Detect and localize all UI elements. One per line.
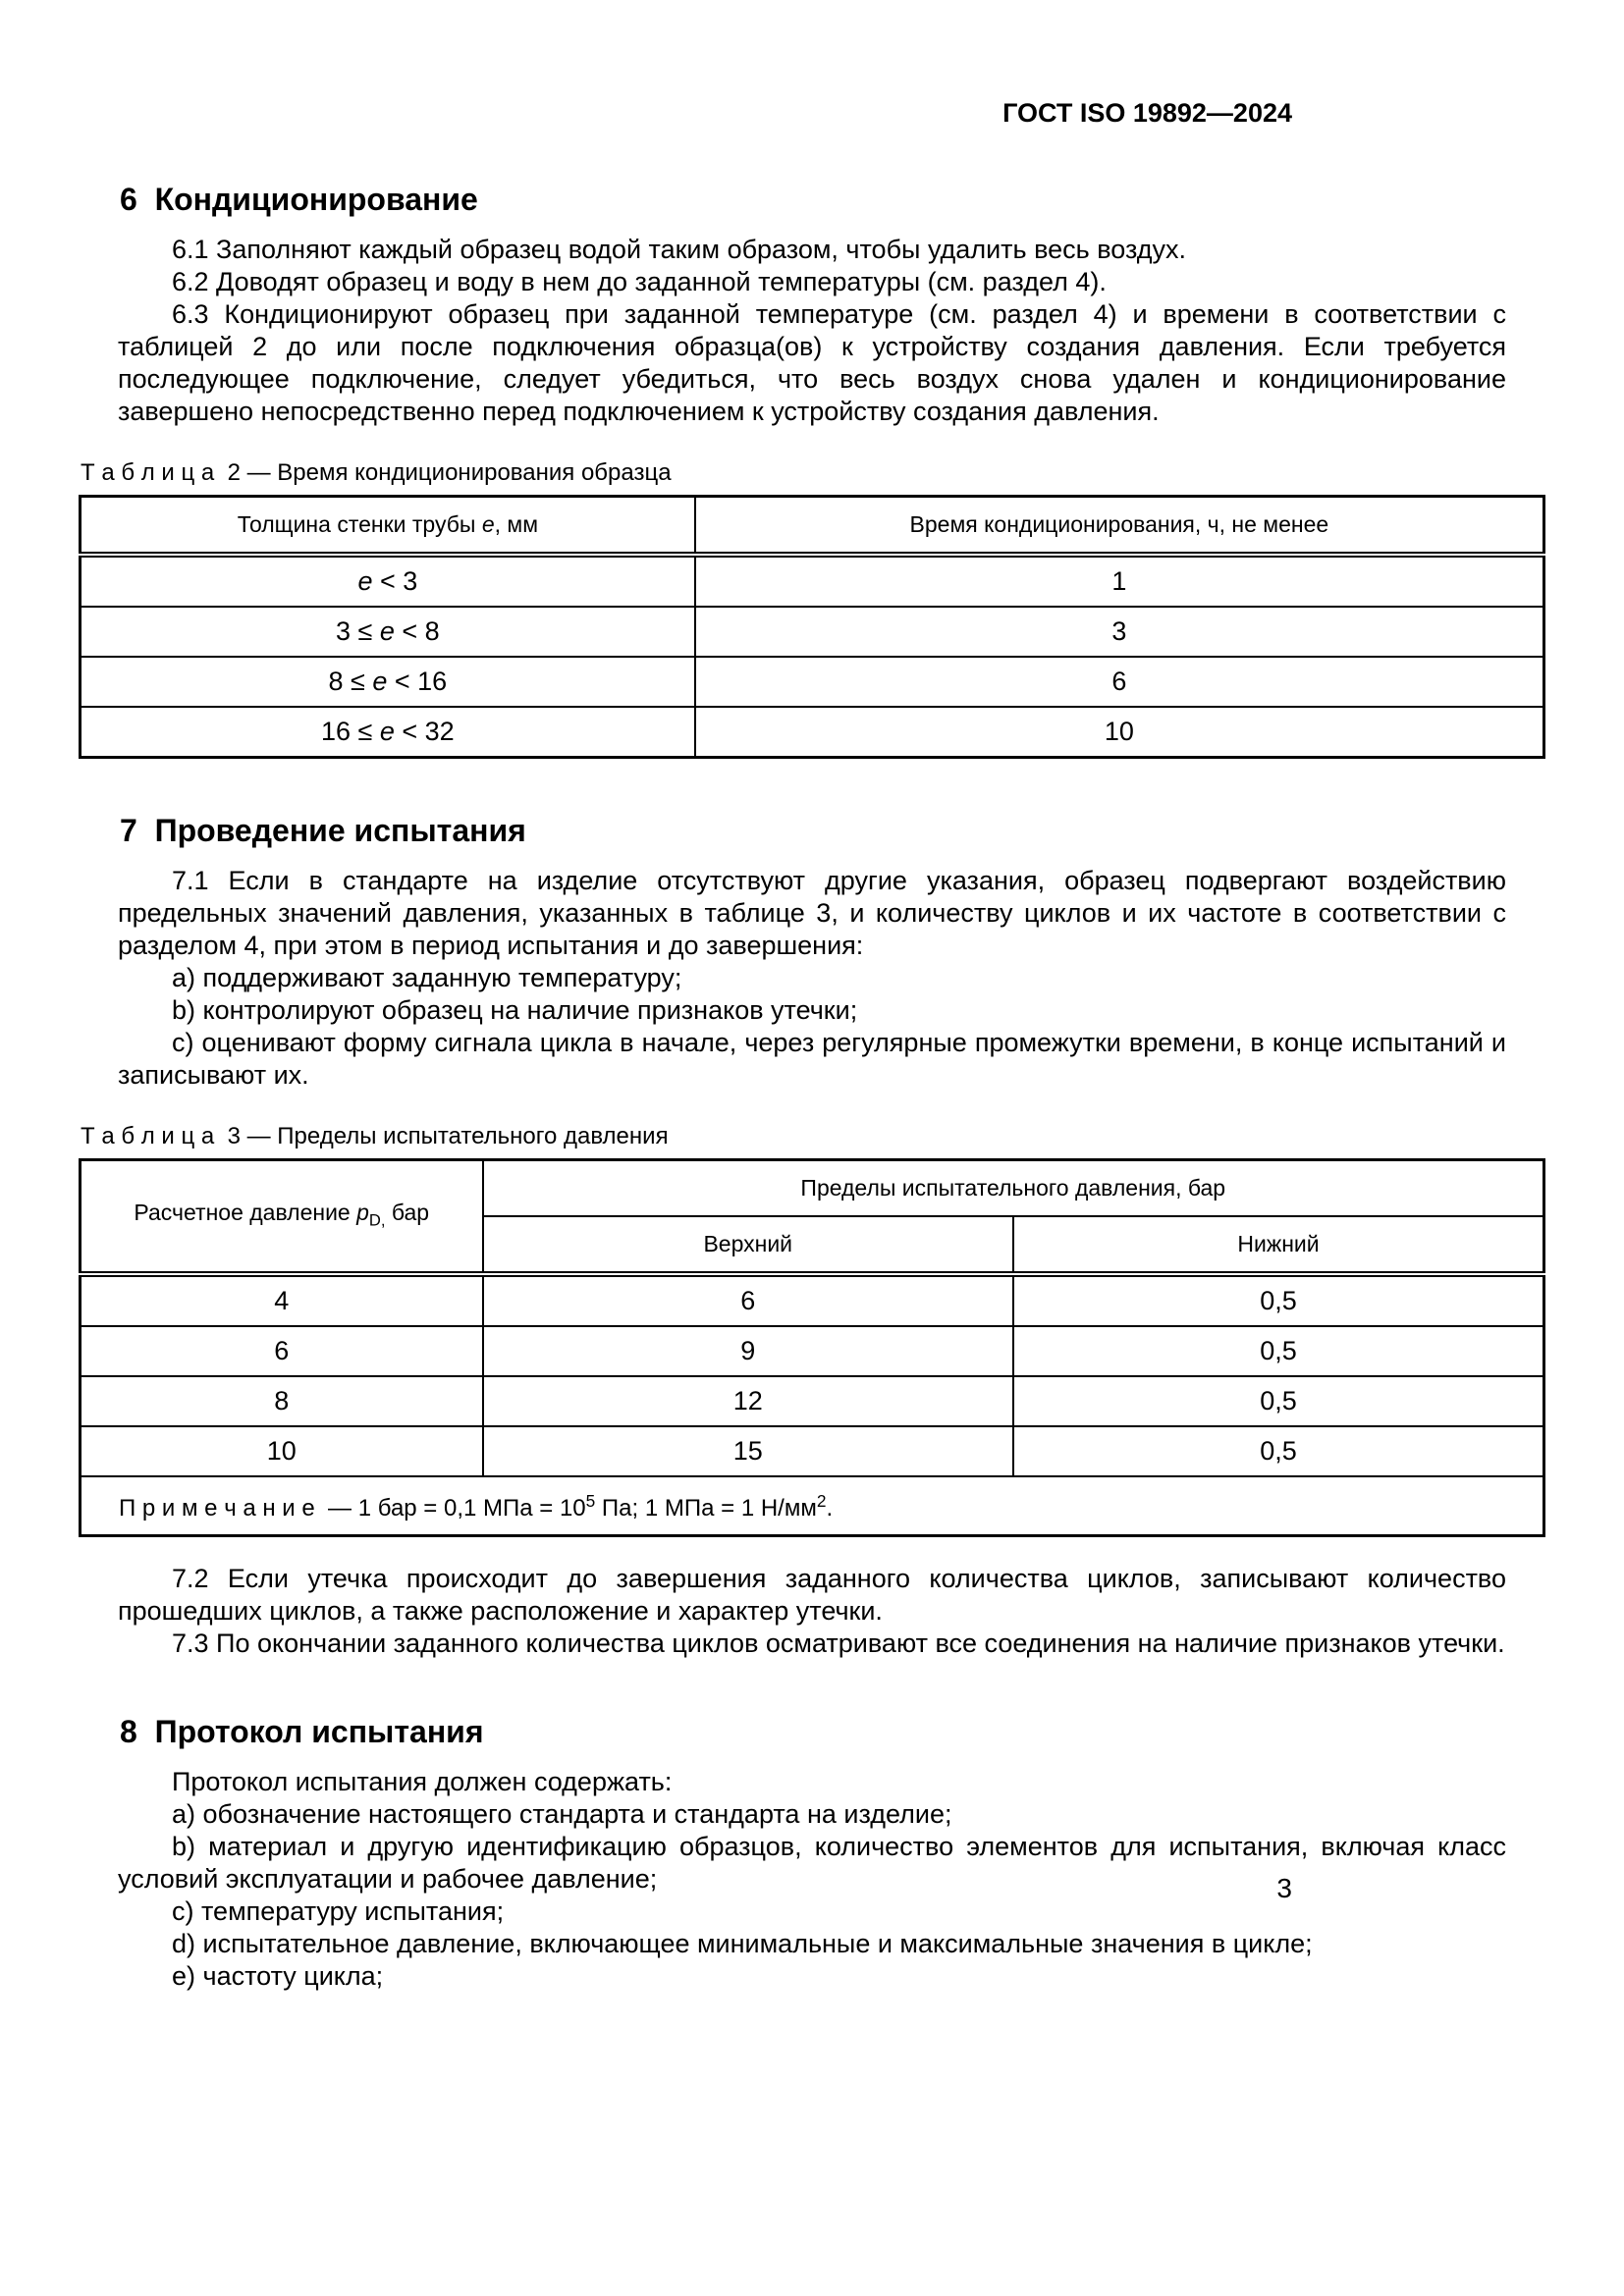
table-cell: 6 xyxy=(483,1274,1013,1326)
table-3-note-row xyxy=(81,1476,1544,1536)
table-row xyxy=(81,1326,1544,1376)
paragraph-6-3: 6.3 Кондиционируют образец при заданной температуре (см. раздел 4) и времени в соответствии с таблицей 2 до или после подключения образца(ов) к устройству создания давления. Если требуется последующее подключение, следует убедиться, что весь воздух снова удален и кондиционирование завершено непосредственно перед подключением к устройству создания давления. xyxy=(118,299,1506,426)
table-cell: 16 ≤ e < 32 xyxy=(81,707,695,758)
table-2 xyxy=(79,495,1545,759)
table-2-header-row xyxy=(81,497,1544,556)
table-row xyxy=(81,1376,1544,1426)
section-6-heading: 6 Кондиционирование xyxy=(120,182,478,217)
list-item-7-1-b: b) контролируют образец на наличие признаков утечки; xyxy=(172,995,858,1025)
table-2-col-header-conditioning-time: Время кондиционирования, ч, не менее xyxy=(695,497,1544,556)
table-cell: 4 xyxy=(81,1274,483,1326)
section-8 xyxy=(79,1714,1545,1993)
section-7-heading: 7 Проведение испытания xyxy=(120,813,526,848)
section-7 xyxy=(79,813,1545,1092)
table-3-caption: Т а б л и ц а 3 — Пределы испытательного давления xyxy=(81,1123,669,1149)
paragraph-6-1: 6.1 Заполняют каждый образец водой таким образом, чтобы удалить весь воздух. xyxy=(172,235,1187,264)
paragraph-8-intro: Протокол испытания должен содержать: xyxy=(172,1767,673,1796)
list-item-8-d: d) испытательное давление, включающее минимальные и максимальные значения в цикле; xyxy=(172,1929,1313,1958)
table-cell: 3 xyxy=(695,607,1544,657)
table-3-header-row-1 xyxy=(81,1160,1544,1217)
paragraph-6-2: 6.2 Доводят образец и воду в нем до заданной температуры (см. раздел 4). xyxy=(172,267,1107,296)
table-cell: 9 xyxy=(483,1326,1013,1376)
doc-code: ГОСТ ISO 19892—2024 xyxy=(1002,98,1292,128)
table-3-subcol-header-upper: Верхний xyxy=(483,1216,1013,1274)
table-cell: 0,5 xyxy=(1013,1376,1544,1426)
table-2-body xyxy=(81,555,1544,758)
list-item-8-a: a) обозначение настоящего стандарта и стандарта на изделие; xyxy=(172,1799,952,1829)
table-cell: 15 xyxy=(483,1426,1013,1476)
table-row xyxy=(81,1426,1544,1476)
table-3-note: П р и м е ч а н и е — 1 бар = 0,1 МПа = $10^5$ Па; 1 МПа = 1 $Н/мм^2$. xyxy=(81,1476,1544,1536)
table-3-subcol-header-lower: Нижний xyxy=(1013,1216,1544,1274)
table-row xyxy=(81,1274,1544,1326)
section-6 xyxy=(79,182,1545,428)
section-8-heading: 8 Протокол испытания xyxy=(120,1714,484,1749)
table-row xyxy=(81,707,1544,758)
list-item-8-e: e) частоту цикла; xyxy=(172,1961,384,1991)
table-row xyxy=(81,607,1544,657)
list-item-7-1-a: a) поддерживают заданную температуру; xyxy=(172,963,682,992)
table-2-col-header-wall-thickness: Толщина стенки трубы e, мм xyxy=(81,497,695,556)
table-3-group-header: Пределы испытательного давления, бар xyxy=(483,1160,1544,1217)
table-cell: 10 xyxy=(695,707,1544,758)
table-cell: 6 xyxy=(81,1326,483,1376)
table-cell: 0,5 xyxy=(1013,1274,1544,1326)
table-cell: 8 ≤ e < 16 xyxy=(81,657,695,707)
list-item-7-1-c: c) оценивают форму сигнала цикла в начале, через регулярные промежутки времени, в конце испытаний и записывают их. xyxy=(118,1028,1506,1090)
table-3-footer xyxy=(81,1476,1544,1536)
table-2-caption: Т а б л и ц а 2 — Время кондиционирования образца xyxy=(81,459,672,486)
table-cell: 0,5 xyxy=(1013,1326,1544,1376)
page-number: 3 xyxy=(1276,1873,1292,1903)
table-cell: 1 xyxy=(695,555,1544,607)
table-cell: 8 xyxy=(81,1376,483,1426)
table-row xyxy=(81,657,1544,707)
table-cell: 6 xyxy=(695,657,1544,707)
table-3-body xyxy=(81,1274,1544,1476)
list-item-8-b: b) материал и другую идентификацию образцов, количество элементов для испытания, включая класс условий эксплуатации и рабочее давление; xyxy=(118,1832,1506,1894)
paragraph-7-1: 7.1 Если в стандарте на изделие отсутствуют другие указания, образец подвергают воздействию предельных значений давления, указанных в таблице 3, и количеству циклов и их частоте в соответствии с разделом 4, при этом в период испытания и до завершения: xyxy=(118,866,1506,960)
table-row xyxy=(81,555,1544,607)
table-cell: 12 xyxy=(483,1376,1013,1426)
table-3-col-header-design-pressure: Расчетное давление $p_{D,}$ бар xyxy=(81,1160,483,1275)
table-cell: 3 ≤ e < 8 xyxy=(81,607,695,657)
table-cell: 10 xyxy=(81,1426,483,1476)
paragraph-7-3: 7.3 По окончании заданного количества циклов осматривают все соединения на наличие признаков утечки. xyxy=(172,1629,1505,1658)
table-3-header xyxy=(81,1160,1544,1275)
table-cell: 0,5 xyxy=(1013,1426,1544,1476)
table-3 xyxy=(79,1158,1545,1537)
table-cell: e < 3 xyxy=(81,555,695,607)
paragraph-7-2: 7.2 Если утечка происходит до завершения заданного количества циклов, записывают количество прошедших циклов, а также расположение и характер утечки. xyxy=(118,1564,1506,1626)
table-2-header xyxy=(81,497,1544,556)
list-item-8-c: c) температуру испытания; xyxy=(172,1896,505,1926)
